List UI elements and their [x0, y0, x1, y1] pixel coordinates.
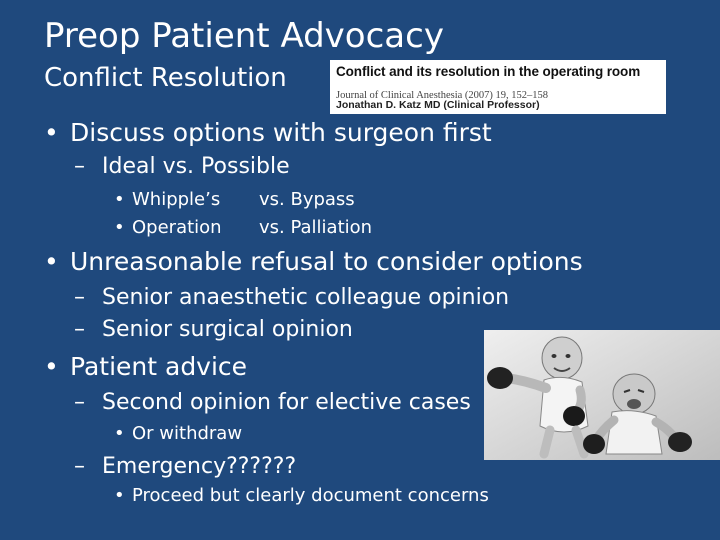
slide-title: Preop Patient Advocacy [44, 16, 444, 56]
comparison-row [114, 187, 414, 213]
sub-sub-bullet-text: Proceed but clearly document concerns [132, 485, 489, 506]
dash-icon: – [74, 454, 85, 479]
sub-bullet-text: Emergency?????? [102, 454, 297, 479]
dash-icon: – [74, 390, 85, 415]
bullet-icon: • [114, 485, 125, 506]
paper-journal: Journal of Clinical Anesthesia (2007) 19, 152–158 [336, 90, 549, 101]
sub-bullet-item [74, 152, 290, 182]
comparison-left: Operation [132, 217, 222, 238]
sub-sub-bullet-item [114, 483, 489, 509]
bullet-text: Unreasonable refusal to consider options [70, 247, 583, 276]
bullet-icon: • [44, 118, 59, 147]
bullet-text: Patient advice [70, 352, 248, 381]
bullet-icon: • [44, 247, 59, 276]
bullet-icon: • [114, 217, 125, 238]
comparison-right: vs. Palliation [259, 217, 373, 238]
bullet-item [44, 246, 583, 278]
comparison-row [114, 215, 414, 241]
paper-title: Conflict and its resolution in the operating room [336, 64, 641, 79]
sub-bullet-text: Ideal vs. Possible [102, 154, 290, 179]
comparison-right: vs. Bypass [259, 189, 355, 210]
dash-icon: – [74, 317, 85, 342]
bullet-icon: • [114, 189, 125, 210]
sub-bullet-item [74, 388, 471, 418]
sub-bullet-text: Senior anaesthetic colleague opinion [102, 285, 510, 310]
sub-sub-bullet-item [114, 421, 242, 447]
dash-icon: – [74, 285, 85, 310]
sub-bullet-item [74, 452, 296, 482]
sub-sub-bullet-text: Or withdraw [132, 423, 243, 444]
sub-bullet-item [74, 283, 509, 313]
paper-reference-image [330, 60, 666, 114]
bullet-item [44, 351, 247, 383]
boxing-babies-photo [484, 330, 720, 460]
slide-subtitle: Conflict Resolution [44, 63, 287, 93]
sub-bullet-text: Senior surgical opinion [102, 317, 353, 342]
dash-icon: – [74, 154, 85, 179]
sub-bullet-text: Second opinion for elective cases [102, 390, 471, 415]
comparison-left: Whipple’s [132, 189, 221, 210]
bullet-text: Discuss options with surgeon first [70, 118, 492, 147]
bullet-item [44, 117, 492, 149]
bullet-icon: • [114, 423, 125, 444]
paper-author: Jonathan D. Katz MD (Clinical Professor) [336, 99, 540, 111]
bullet-icon: • [44, 352, 59, 381]
sub-bullet-item [74, 315, 353, 345]
boxing-babies-illustration [484, 330, 720, 460]
